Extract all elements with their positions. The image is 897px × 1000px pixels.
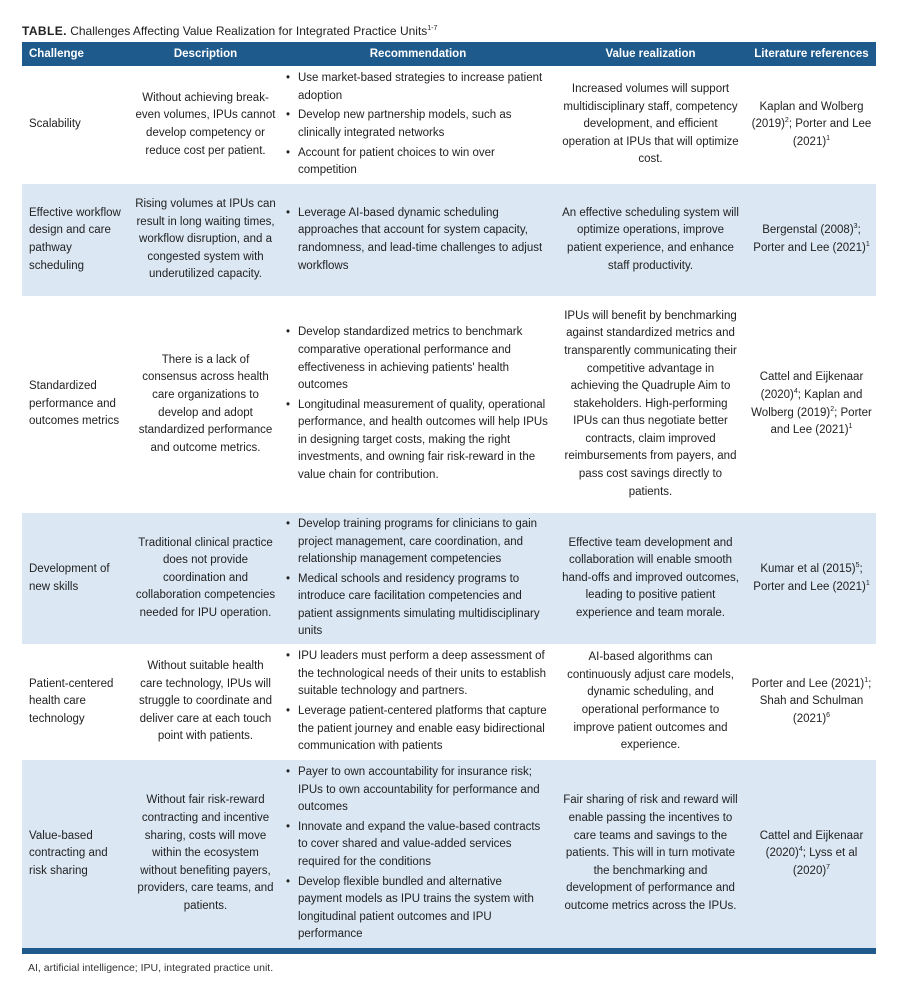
table-row [22, 184, 876, 296]
reference-superscript: 1 [864, 676, 869, 684]
literature-references-cell [747, 296, 876, 513]
reference-superscript: 5 [855, 562, 860, 570]
reference-superscript: 2 [784, 117, 789, 125]
reference-text: ; Shah and Schulman (2021) [759, 677, 872, 725]
header-literature-references: Literature references [754, 48, 869, 60]
challenge-cell: Scalability [29, 118, 81, 131]
recommendation-text: Medical schools and residency programs to introduce care facilitation competencies and patient assignments simulating multidisciplinary units [298, 572, 540, 638]
recommendation-text: Account for patient choices to win over competition [298, 146, 495, 177]
recommendation-cell [282, 644, 554, 760]
table-row [22, 296, 876, 513]
table-caption [22, 22, 876, 42]
description-cell: Traditional clinical practice does not provide coordination and collaboration competencies needed for IPU operation. [135, 536, 276, 619]
bullet-icon: • [286, 326, 291, 339]
recommendation-text: Payer to own accountability for insurance risk; IPUs to own accountability for performance and outcomes [298, 766, 540, 814]
reference-superscript: 1 [865, 241, 870, 249]
bullet-icon: • [286, 398, 291, 411]
challenge-cell: Standardized performance and outcomes metrics [29, 380, 120, 428]
description-cell: Without suitable health care technology, IPUs will struggle to coordinate and deliver care at each touch point with patients. [139, 660, 272, 743]
recommendation-text: Develop flexible bundled and alternative payment models as IPU trains the system with longitudinal patient outcomes and IPU performance [298, 875, 534, 941]
recommendation-text: Develop new partnership models, such as clinically integrated networks [298, 109, 512, 139]
recommendation-text: Leverage patient-centered platforms that capture the patient journey and enable easy bidirectional communication with patients [298, 705, 547, 753]
bullet-icon: • [286, 705, 291, 717]
recommendation-text: Use market-based strategies to increase patient adoption [298, 72, 543, 102]
recommendation-text: IPU leaders must perform a deep assessment of the technological needs of their units to establish suitable technology and partners. [298, 650, 547, 698]
recommendation-text: Develop standardized metrics to benchmark comparative operational performance and effectiveness in achieving patients' health outcomes [298, 326, 523, 392]
value-realization-cell: Increased volumes will support multidisciplinary staff, competency development, and efficient operation at IPUs that will optimize cost. [562, 83, 739, 166]
bullet-icon: • [286, 650, 291, 663]
literature-references-cell [747, 760, 876, 948]
challenges-table [22, 42, 876, 948]
reference-superscript: 6 [826, 711, 831, 719]
header-value-realization: Value realization [605, 48, 696, 60]
recommendation-item [286, 703, 548, 756]
reference-text: ; Porter and Lee (2021) [753, 224, 866, 254]
reference-superscript: 1 [865, 579, 870, 587]
literature-references-cell [747, 66, 876, 184]
recommendation-cell [282, 513, 554, 644]
reference-text: Bergenstal (2008) [762, 224, 854, 237]
recommendation-item [286, 205, 548, 275]
bullet-icon: • [286, 572, 291, 585]
recommendation-item [286, 397, 548, 485]
bullet-icon: • [286, 206, 291, 219]
bullet-icon: • [286, 766, 291, 779]
table-bottom-rule [22, 948, 876, 954]
reference-text: Cattel and Eijkenaar (2020) [759, 371, 864, 401]
reference-superscript: 3 [853, 223, 858, 231]
reference-text: ; Porter and Lee (2021) [770, 406, 872, 437]
value-realization-cell: An effective scheduling system will optimize operations, improve patient experience, and enhance staff productivity. [562, 206, 739, 272]
description-cell: Without achieving break-even volumes, IPUs cannot develop competency or reduce cost per patient. [135, 91, 276, 157]
recommendation-item [286, 516, 548, 569]
bullet-icon: • [286, 820, 291, 833]
literature-references-cell [747, 184, 876, 296]
header-recommendation: Recommendation [369, 48, 467, 60]
table-footnote: AI, artificial intelligence; IPU, integrated practice unit. [28, 962, 274, 974]
recommendation-text: Develop training programs for clinicians to gain project management, care coordination, and relationship management competencies [298, 517, 538, 566]
table-figure [22, 22, 876, 974]
recommendation-text: Leverage AI-based dynamic scheduling approaches that account for system capacity, randomness, and lead-time challenges to adjust workflows [298, 206, 543, 272]
challenge-cell: Development of new skills [29, 562, 110, 593]
bullet-icon: • [286, 875, 291, 888]
bullet-icon: • [286, 517, 291, 530]
value-realization-cell: IPUs will benefit by benchmarking against standardized metrics and transparently communicating their competitive advantage in achieving the Quadruple Aim to stakeholders. High-performing IPUs can thus negotiate better contracts, claim improved reimbursements from payers, and pass cost savings directly to patients. [564, 309, 737, 498]
recommendation-item [286, 764, 548, 817]
recommendation-cell [282, 184, 554, 296]
reference-text: Kaplan and Wolberg (2019) [751, 100, 864, 131]
reference-text: ; Porter and Lee (2021) [753, 562, 866, 593]
value-realization-cell: Effective team development and collaboration will enable smooth hand-offs and improved outcomes, leading to positive patient experience and team morale. [562, 536, 739, 619]
description-cell: Rising volumes at IPUs can result in long waiting times, workflow disruption, and a congested system with underutilized capacity. [135, 198, 276, 281]
challenge-cell: Patient-centered health care technology [29, 677, 114, 725]
reference-text: Porter and Lee (2021) [751, 677, 865, 690]
recommendation-cell [282, 760, 554, 948]
reference-text: Cattel and Eijkenaar (2020) [759, 829, 864, 860]
value-realization-cell: Fair sharing of risk and reward will enable passing the incentives to care teams and savings to the patients. This will in turn motivate the benchmarking and development of performance and outcome metrics across the IPUs. [563, 794, 738, 912]
reference-superscript: 4 [798, 846, 803, 854]
bullet-icon: • [286, 146, 291, 159]
header-description: Description [173, 48, 238, 60]
bullet-icon: • [286, 109, 291, 122]
recommendation-item [286, 70, 548, 105]
table-row [22, 644, 876, 760]
recommendation-cell [282, 296, 554, 513]
caption-superscript: 1-7 [427, 25, 438, 32]
reference-superscript: 1 [848, 423, 853, 431]
recommendation-item [286, 819, 548, 872]
reference-text: ; Lyss et al (2020) [792, 847, 858, 877]
table-row [22, 513, 876, 644]
table-row [22, 760, 876, 948]
description-cell: There is a lack of consensus across health care organizations to develop and adopt standardized performance and outcome metrics. [138, 353, 273, 454]
reference-text: ; Porter and Lee (2021) [788, 118, 872, 148]
reference-superscript: 4 [793, 388, 798, 396]
recommendation-item [286, 324, 548, 394]
caption-title: Challenges Affecting Value Realization for Integrated Practice Units [70, 24, 428, 38]
recommendation-item [286, 571, 548, 641]
reference-superscript: 2 [830, 405, 835, 413]
reference-superscript: 1 [826, 134, 831, 142]
table-header [22, 42, 876, 66]
bullet-icon: • [286, 72, 291, 85]
recommendation-text: Innovate and expand the value-based contracts to cover shared and value-added services required for the conditions [298, 820, 541, 868]
reference-superscript: 7 [826, 863, 831, 871]
recommendation-cell [282, 66, 554, 184]
challenge-cell: Value-based contracting and risk sharing [29, 829, 108, 877]
value-realization-cell: AI-based algorithms can continuously adjust care models, dynamic scheduling, and operational performance to improve patient outcomes and experience. [567, 651, 734, 752]
header-challenge: Challenge [29, 48, 84, 60]
caption-label: TABLE. [22, 24, 67, 38]
recommendation-item [286, 648, 548, 701]
table-row [22, 66, 876, 184]
recommendation-item [286, 874, 548, 944]
description-cell: Without fair risk-reward contracting and incentive sharing, costs will move within the ecosystem without benefiting payers, providers, care teams, and patients. [137, 794, 274, 912]
reference-text: ; Kaplan and Wolberg (2019) [751, 388, 863, 419]
recommendation-item [286, 107, 548, 142]
literature-references-cell [747, 513, 876, 644]
recommendation-text: Longitudinal measurement of quality, operational performance, and health outcomes will help IPUs in designing target costs, making the right investments, and owning fair risk-reward in the value chain for contribution. [298, 398, 548, 482]
reference-text: Kumar et al (2015) [760, 562, 856, 575]
literature-references-cell [747, 644, 876, 760]
recommendation-item [286, 145, 548, 180]
table-body [22, 66, 876, 948]
challenge-cell: Effective workflow design and care pathway scheduling [29, 206, 121, 272]
